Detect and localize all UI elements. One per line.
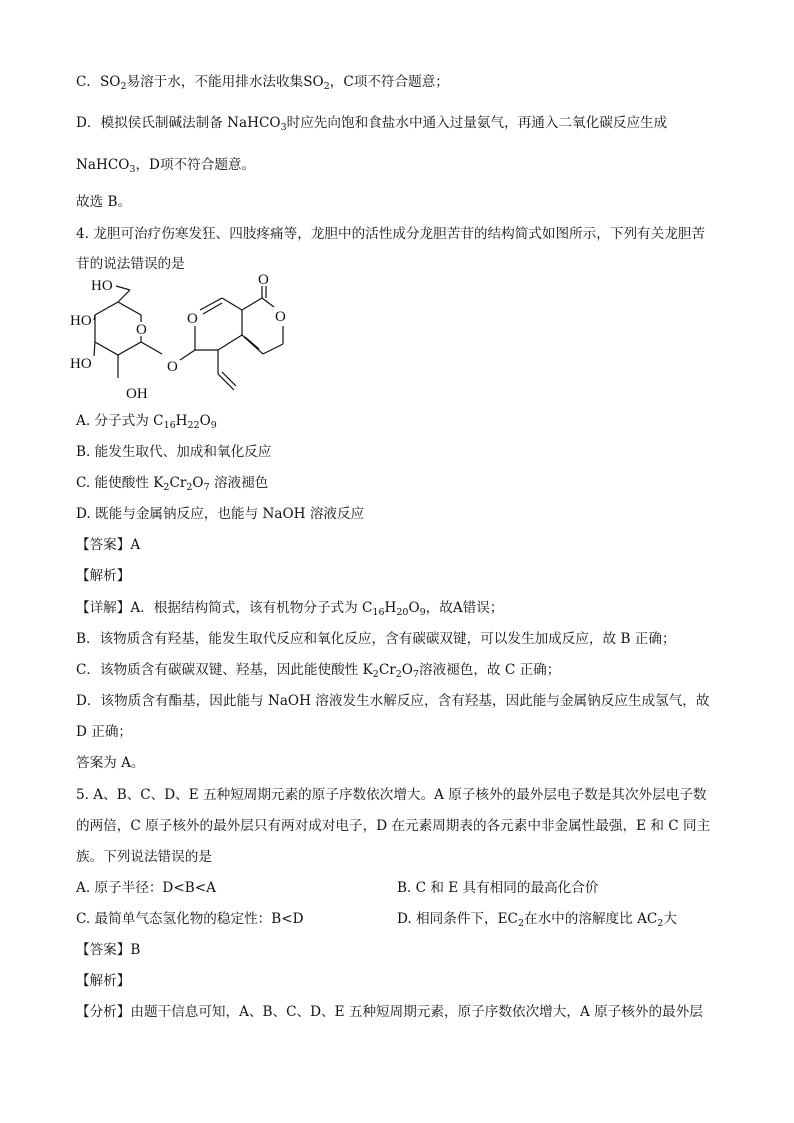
lactone-bond-2 xyxy=(262,298,274,307)
q4-stem-line-1: 4. 龙胆可治疗伤寒发狂、四肢疼痛等，龙胆中的活性成分龙胆苦苷的结构简式如图所示，下列有关龙胆苦 xyxy=(76,226,706,242)
q4-detail-d-2: D 正确； xyxy=(76,724,133,740)
q4-detail-a: 【详解】A．根据结构简式，该有机物分子式为 $C_{16}H_{20}O_9$，故A错误； xyxy=(76,600,504,618)
lactone-o-label: O xyxy=(275,309,286,325)
q5-option-a: A. 原子半径：D<B<A xyxy=(76,880,216,896)
q4-option-a: A. 分子式为 $C_{16}H_{22}O_9$ xyxy=(76,413,217,431)
gentiopicroside-structure xyxy=(64,274,304,404)
carbonyl-o-label: O xyxy=(258,274,269,288)
oh-bond-2 xyxy=(94,342,95,356)
lactone-bond-1 xyxy=(242,298,262,310)
q4-analysis-heading: 【解析】 xyxy=(76,568,131,584)
q5-stem-line-2: 的两倍，C 原子核外的最外层只有两对成对电子，D 在元素周期表的各元素中非金属性最强，E 和 C 同主 xyxy=(76,818,711,834)
prev-d-line-2: NaHCO$_3$，D项不符合题意。 xyxy=(76,157,256,175)
pyran-o-label: O xyxy=(187,311,198,327)
q5-stem-line-1: 5. A、B、C、D、E 五种短周期元素的原子序数依次增大。A 原子核外的最外层电子数是其次外层电子数 xyxy=(76,787,707,803)
q4-stem-line-2: 苷的说法错误的是 xyxy=(76,256,185,272)
q4-option-b: B. 能发生取代、加成和氧化反应 xyxy=(76,444,272,460)
q5-fenxi: 【分析】由题干信息可知，A、B、C、D、E 五种短周期元素，原子序数依次增大，A 原子核外的最外层 xyxy=(76,1004,703,1020)
q5-answer: 【答案】B xyxy=(76,942,141,958)
prev-choose-line: 故选 B。 xyxy=(76,194,132,210)
pyran-bond-2 xyxy=(200,298,222,310)
oh-bottom-label: OH xyxy=(126,386,148,402)
prev-d-line-1: D．模拟侯氏制碱法制备 NaHCO$_3$时应先向饱和食盐水中通入过量氨气，再通入二氧化碳反应生成 xyxy=(76,115,668,133)
glyco-o-label: O xyxy=(167,359,178,375)
pyran-bond-5 xyxy=(218,335,242,350)
q5-option-c: C. 最简单气态氢化物的稳定性：B<D xyxy=(76,911,304,927)
sugar-ring xyxy=(95,302,141,355)
q4-final-answer: 答案为 A。 xyxy=(76,755,145,771)
q4-option-c: C. 能使酸性 $K_2Cr_2O_7$ 溶液褪色 xyxy=(76,475,269,493)
ch2-oh-bond xyxy=(116,286,130,290)
pyran-bond-3 xyxy=(222,298,242,310)
lactone-double-bond xyxy=(245,337,259,349)
sugar-ring-o-label: O xyxy=(136,322,147,338)
q5-stem-line-3: 族。下列说法错误的是 xyxy=(76,849,212,865)
q5-analysis-heading: 【解析】 xyxy=(76,973,131,989)
ch2-bond xyxy=(118,290,130,302)
lactone-bond-4 xyxy=(263,344,283,354)
q4-option-d: D. 既能与金属钠反应，也能与 NaOH 溶液反应 xyxy=(76,506,365,522)
glyco-bond-1 xyxy=(141,342,162,354)
ho-top-label: HO xyxy=(91,278,113,294)
q4-detail-c: C．该物质含有碳碳双键、羟基，因此能使酸性 $K_2Cr_2O_7$溶液褪色，故 C 正确； xyxy=(76,662,561,680)
prev-c-line: C．$SO_2$易溶于水，不能用排水法收集$SO_2$，C项不符合题意； xyxy=(76,74,449,92)
glyco-bond-2 xyxy=(180,350,195,360)
q4-answer: 【答案】A xyxy=(76,537,141,553)
q4-detail-d-1: D．该物质含有酯基，因此能与 NaOH 溶液发生水解反应，含有羟基，因此能与金属钠反应生成氢气，故 xyxy=(76,693,710,709)
q5-option-b: B. C 和 E 具有相同的最高化合价 xyxy=(397,880,599,896)
pyran-double-bond xyxy=(203,303,222,314)
ho-left-2-label: HO xyxy=(70,356,92,372)
ho-left-1-label: HO xyxy=(70,313,92,329)
q4-detail-b: B．该物质含有羟基，能发生取代反应和氧化反应，含有碳碳双键，可以发生加成反应，故 B 正确； xyxy=(76,631,676,647)
vinyl-double-bond xyxy=(222,372,236,386)
q5-option-d: D. 相同条件下，$EC_2$在水中的溶解度比 $AC_2$大 xyxy=(397,911,677,929)
